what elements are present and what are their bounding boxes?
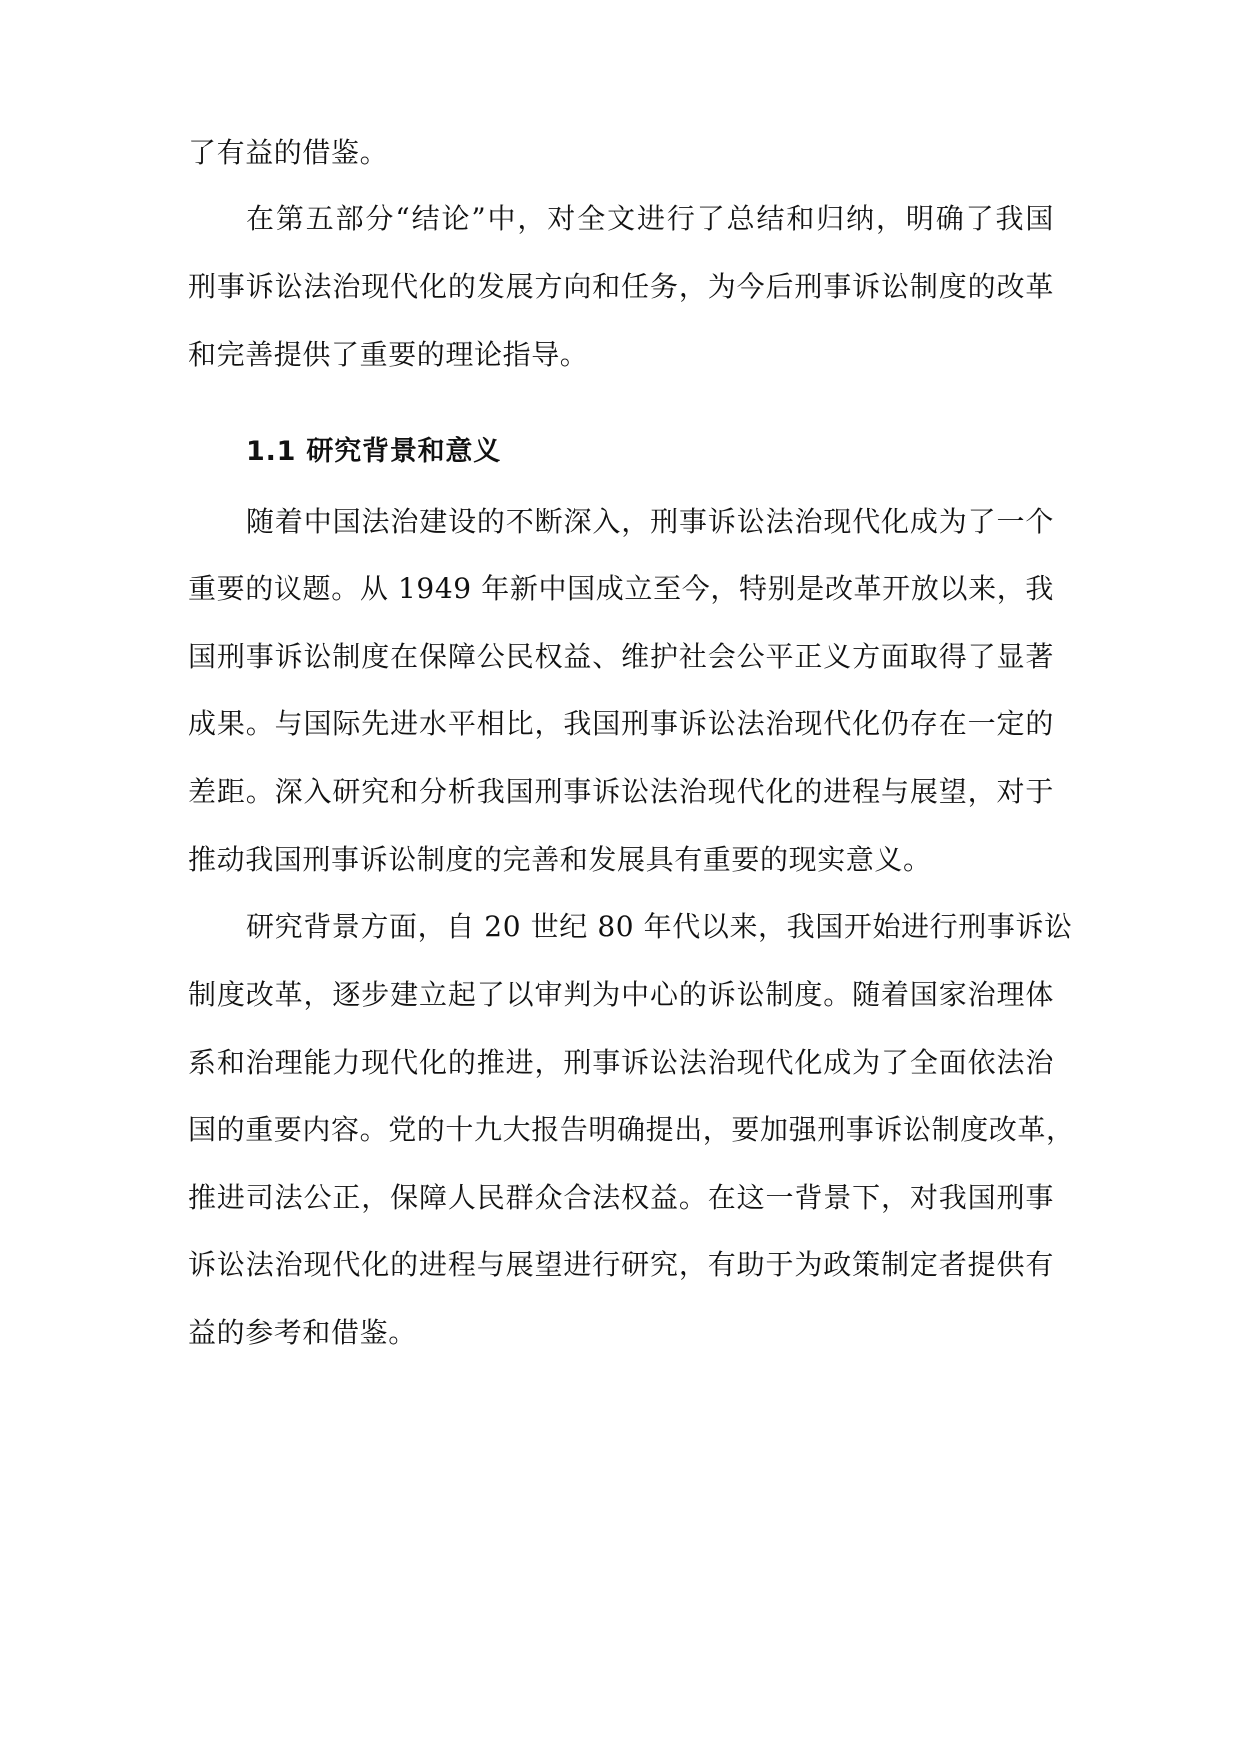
paragraph-2-line: 诉讼法治现代化的进程与展望进行研究，有助于为政策制定者提供有 (188, 1248, 1054, 1281)
paragraph-1-line: 随着中国法治建设的不断深入，刑事诉讼法治现代化成为了一个 (246, 505, 1054, 538)
paragraph-1-line: 重要的议题。从 1949 年新中国成立至今，特别是改革开放以来，我 (188, 572, 1054, 605)
paragraph-1-line: 国刑事诉讼制度在保障公民权益、维护社会公平正义方面取得了显著 (188, 640, 1054, 673)
paragraph-1-line: 推动我国刑事诉讼制度的完善和发展具有重要的现实意义。 (188, 843, 932, 876)
paragraph-2-line: 国的重要内容。党的十九大报告明确提出，要加强刑事诉讼制度改革， (188, 1113, 1075, 1146)
conclusion-paragraph-line: 在第五部分“结论”中，对全文进行了总结和归纳，明确了我国 (246, 202, 1054, 235)
conclusion-paragraph-line: 和完善提供了重要的理论指导。 (188, 338, 589, 371)
intro-continuation-line: 了有益的借鉴。 (188, 136, 389, 169)
paragraph-2-line: 推进司法公正，保障人民群众合法权益。在这一背景下，对我国刑事 (188, 1181, 1054, 1214)
paragraph-2-line: 系和治理能力现代化的推进，刑事诉讼法治现代化成为了全面依法治 (188, 1046, 1054, 1079)
paragraph-2-line: 益的参考和借鉴。 (188, 1316, 417, 1349)
section-heading: 1.1 研究背景和意义 (246, 436, 502, 467)
conclusion-paragraph-line: 刑事诉讼法治现代化的发展方向和任务，为今后刑事诉讼制度的改革 (188, 270, 1054, 303)
paragraph-2-line: 制度改革，逐步建立起了以审判为中心的诉讼制度。随着国家治理体 (188, 978, 1054, 1011)
paragraph-1-line: 差距。深入研究和分析我国刑事诉讼法治现代化的进程与展望，对于 (188, 775, 1054, 808)
paragraph-1-line: 成果。与国际先进水平相比，我国刑事诉讼法治现代化仍存在一定的 (188, 707, 1054, 740)
paragraph-2-line: 研究背景方面，自 20 世纪 80 年代以来，我国开始进行刑事诉讼 (246, 910, 1073, 943)
